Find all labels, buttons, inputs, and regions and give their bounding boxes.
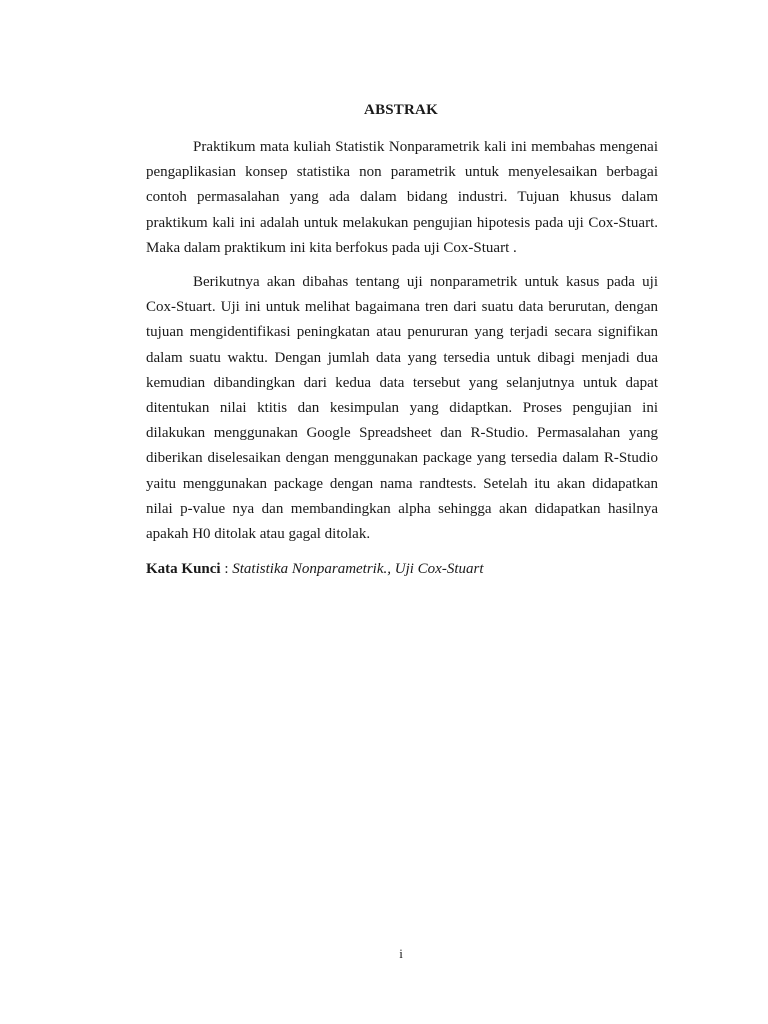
abstract-paragraph-2: Berikutnya akan dibahas tentang uji nonparametrik untuk kasus pada uji Cox-Stuart. Uji ini untuk melihat bagaimana tren dari suatu data berurutan, dengan tujuan mengidentifikasi peningkatan atau penururan yang terjadi secara signifikan dalam suatu waktu. Dengan jumlah data yang tersedia untuk dibagi menjadi dua kemudian dibandingkan dari kedua data tersebut yang selanjutnya untuk dapat ditentukan nilai ktitis dan kesimpulan yang didaptkan. Proses pengujian ini dilakukan menggunakan Google Spreadsheet dan R-Studio. Permasalahan yang diberikan diselesaikan dengan menggunakan package yang tersedia dalam R-Studio yaitu menggunakan package dengan nama randtests. Setelah itu akan didapatkan nilai p-value nya dan membandingkan alpha sehingga akan didapatkan hasilnya apakah H0 ditolak atau gagal ditolak. xyxy=(146,274,658,543)
keywords-line xyxy=(146,557,658,582)
keywords-separator: : xyxy=(220,561,233,577)
keywords-values: Statistika Nonparametrik., Uji Cox-Stuart xyxy=(232,561,484,577)
page-number: i xyxy=(399,946,403,961)
keywords-label: Kata Kunci xyxy=(146,561,221,577)
abstract-title: ABSTRAK xyxy=(364,102,438,118)
abstract-paragraph-1: Praktikum mata kuliah Statistik Nonparametrik kali ini membahas mengenai pengaplikasian konsep statistika non parametrik untuk menyelesaikan berbagai contoh permasalahan yang ada dalam bidang industri. Tujuan khusus dalam praktikum kali ini adalah untuk melakukan pengujian hipotesis pada uji Cox-Stuart. Maka dalam praktikum ini kita berfokus pada uji Cox-Stuart . xyxy=(146,139,658,256)
